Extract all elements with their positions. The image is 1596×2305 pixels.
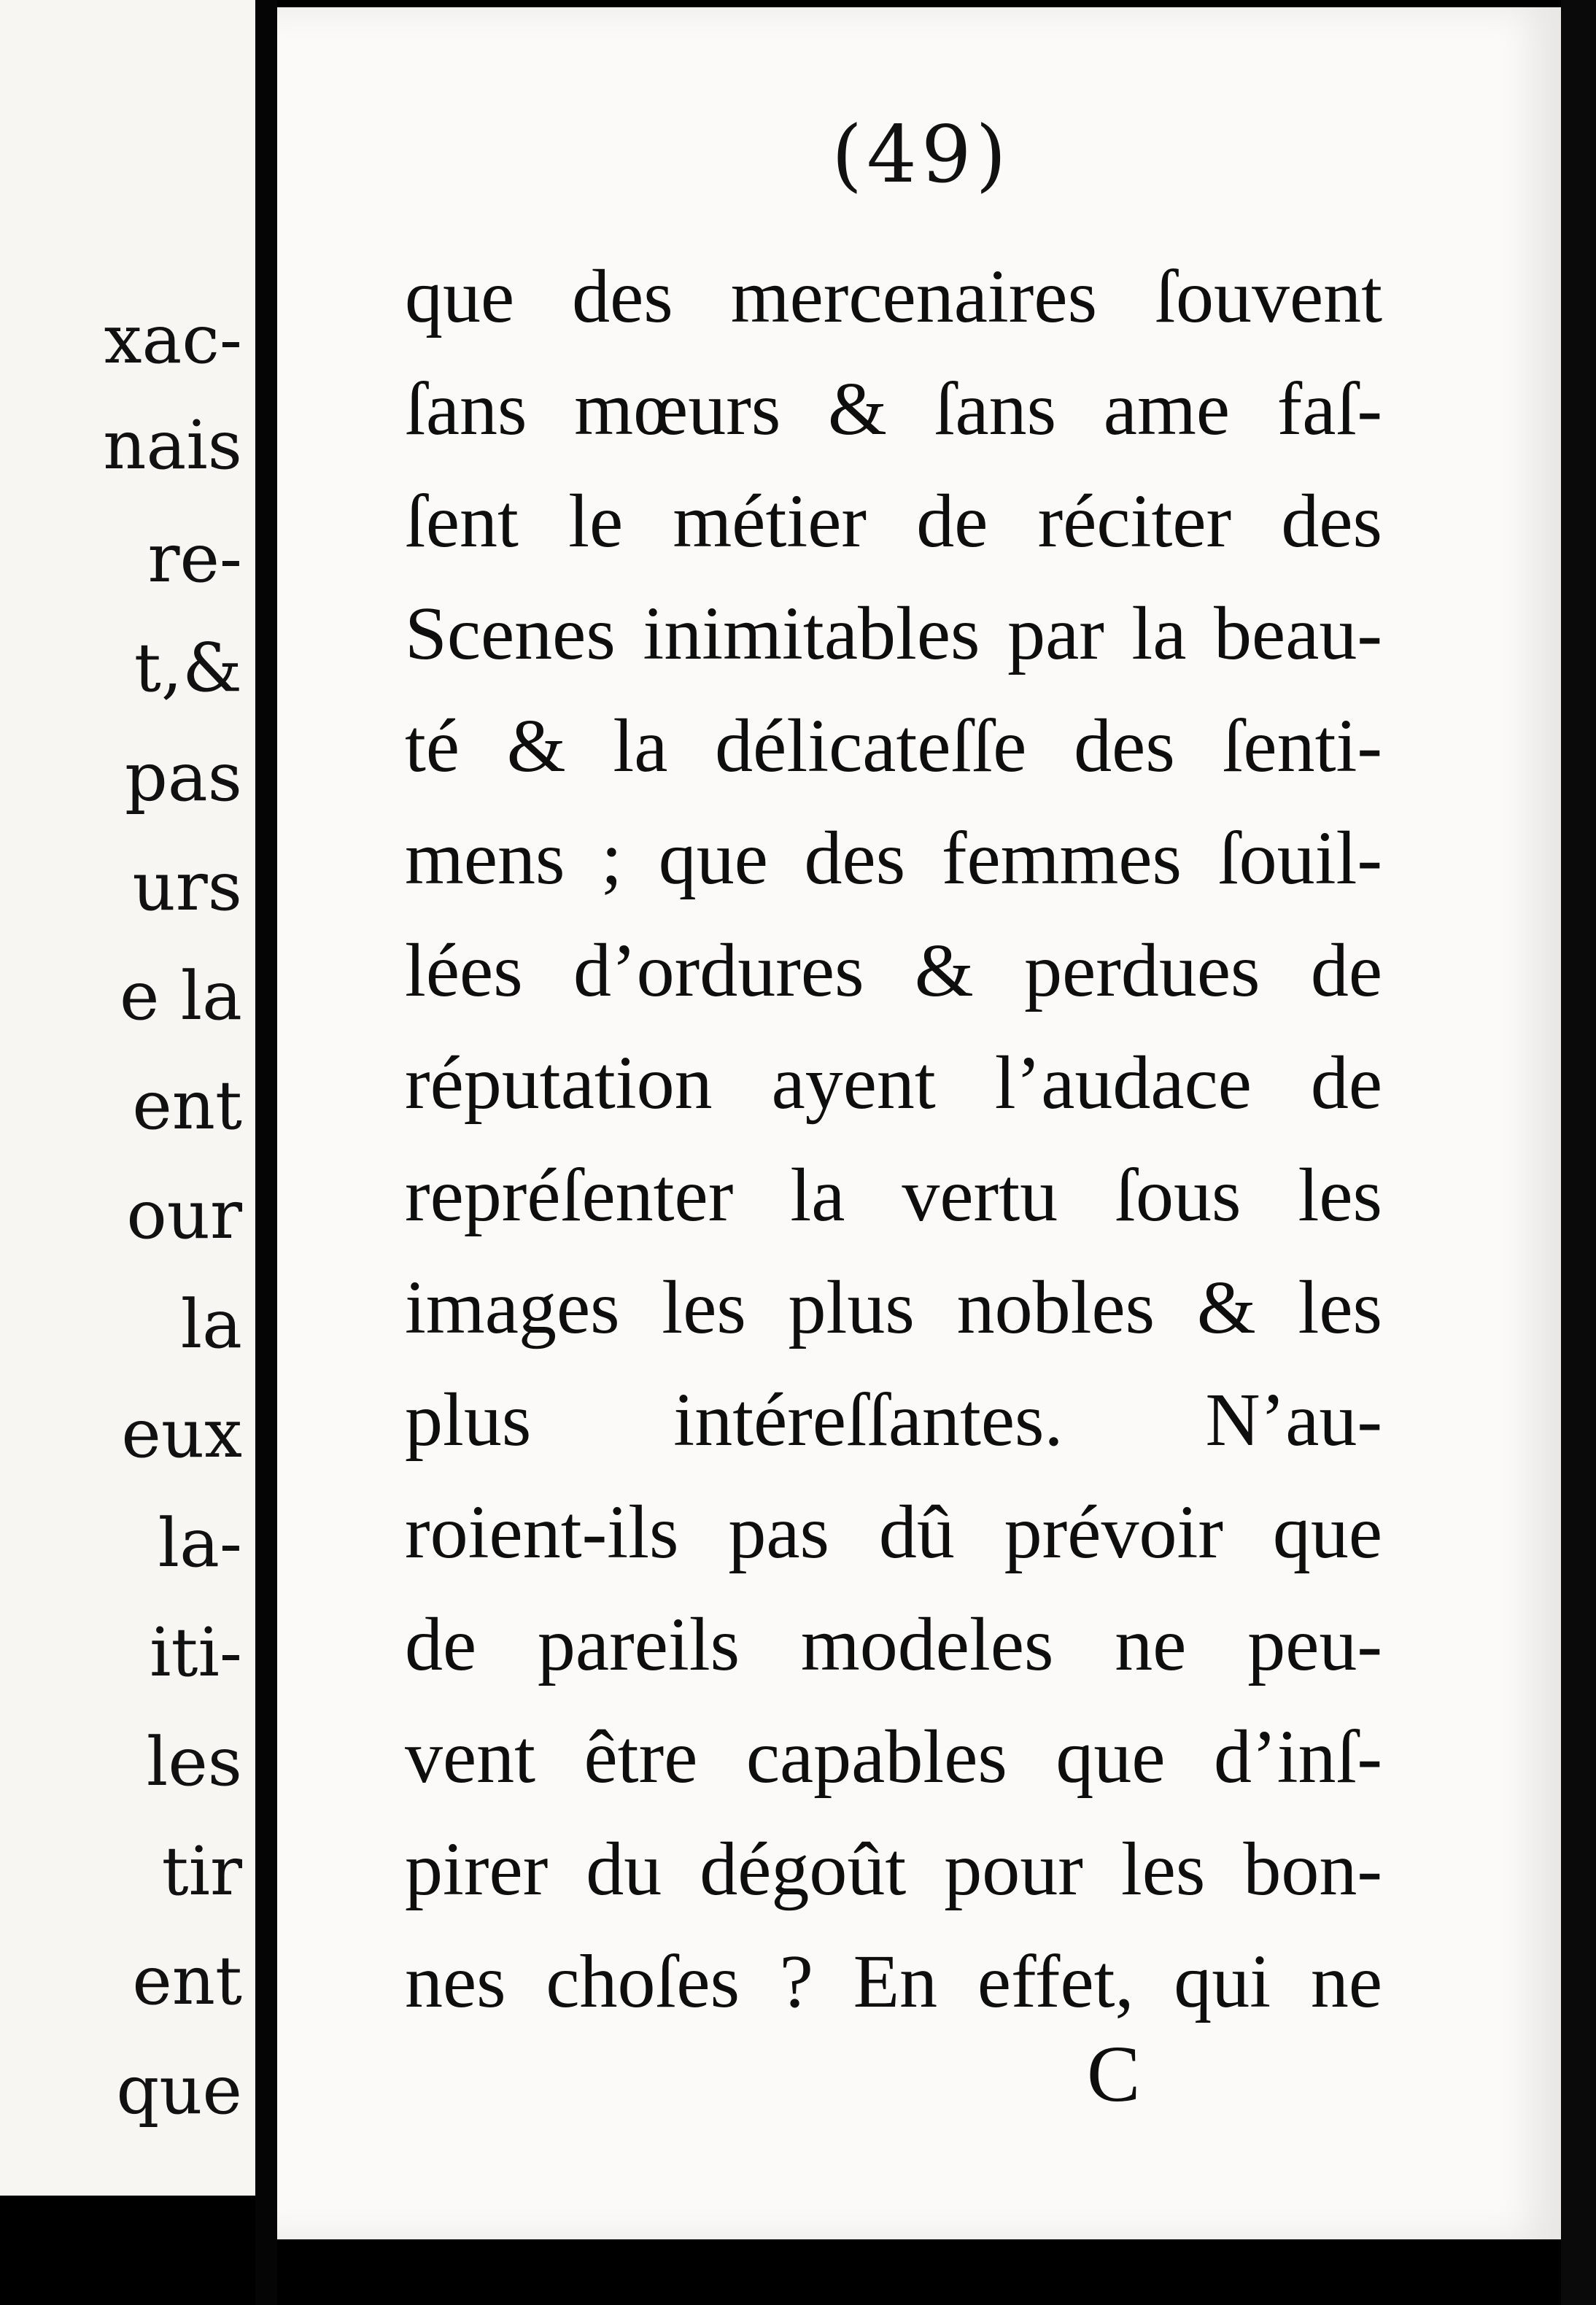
text-line: réputation ayent l’audace de <box>405 1041 1382 1125</box>
left-page-fragment: ent <box>132 1066 242 1144</box>
text-line: Scenes inimitables par la beau- <box>405 592 1382 675</box>
text-line: lées d’ordures & perdues de <box>405 929 1382 1012</box>
text-line: images les plus nobles & les <box>405 1266 1382 1349</box>
left-page-fragment: our <box>126 1176 242 1254</box>
page-number: (49) <box>832 109 1011 201</box>
left-page-fragment: xac- <box>104 301 242 379</box>
book-gutter <box>255 0 277 2305</box>
left-page-fragment: re- <box>147 519 242 597</box>
text-line: mens ; que des femmes ſouil- <box>405 816 1382 900</box>
left-page-fragment: e la <box>120 957 242 1035</box>
left-page-fragment: urs <box>132 848 242 926</box>
left-page-fragment: la- <box>158 1504 242 1582</box>
left-page-fragment: la <box>180 1285 242 1363</box>
text-line: plus intéreſſantes. N’au- <box>405 1378 1382 1462</box>
left-page-fragment: les <box>146 1723 242 1801</box>
text-line: vent être capables que d’inſ- <box>405 1715 1382 1799</box>
left-facing-page <box>0 0 258 2196</box>
text-line: roient-ils pas dû prévoir que <box>405 1490 1382 1574</box>
text-line: ſent le métier de réciter des <box>405 479 1382 563</box>
left-page-fragment: que <box>116 2051 242 2129</box>
text-line: ſans mœurs & ſans ame faſ- <box>405 367 1382 451</box>
text-line: pirer du dégoût pour les bon- <box>405 1827 1382 1911</box>
body-text <box>405 241 1382 2038</box>
left-page-fragment: pas <box>125 738 242 816</box>
left-page-fragment: ent <box>132 1942 242 2020</box>
page-edge <box>1561 0 1596 2305</box>
left-page-fragment: eux <box>121 1395 242 1473</box>
text-line: té & la délicateſſe des ſenti- <box>405 704 1382 788</box>
left-page-fragment: t,& <box>133 629 242 707</box>
catchword: C <box>1087 2029 1141 2118</box>
left-page-fragment: iti- <box>150 1614 242 1692</box>
text-line: nes choſes ? En effet, qui ne <box>405 1940 1382 2023</box>
text-line: que des mercenaires ſouvent <box>405 255 1382 338</box>
left-page-fragment: tir <box>161 1832 242 1910</box>
left-page-fragment: nais <box>103 406 242 484</box>
text-line: repréſenter la vertu ſous les <box>405 1153 1382 1237</box>
text-line: de pareils modeles ne peu- <box>405 1603 1382 1686</box>
